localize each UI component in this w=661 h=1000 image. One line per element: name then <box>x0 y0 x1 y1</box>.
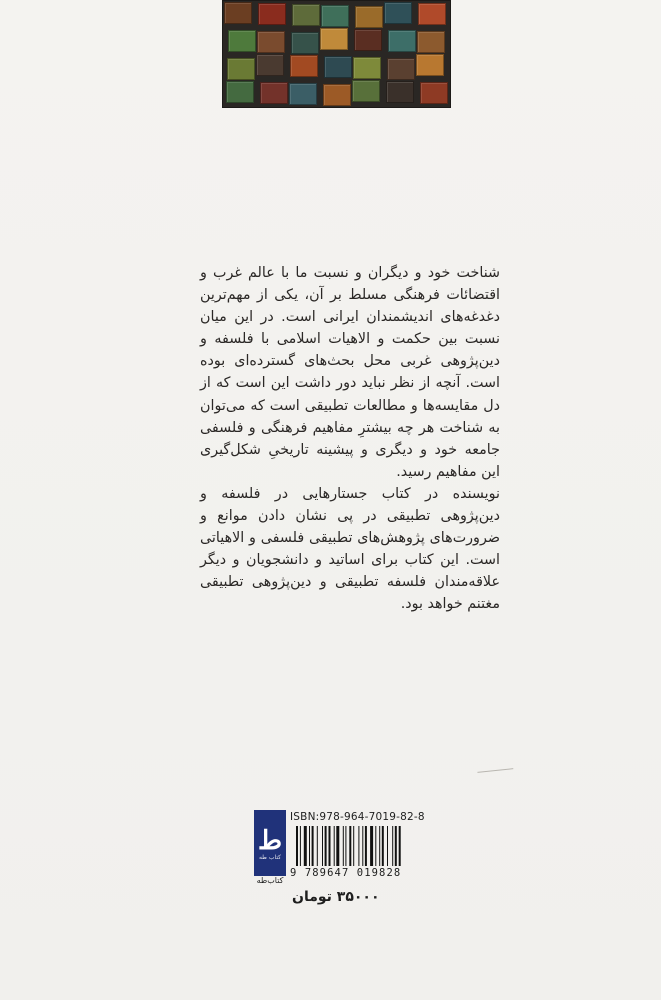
mosaic-tile <box>228 30 256 52</box>
cover-art-image <box>222 0 451 108</box>
mosaic-tile <box>227 58 255 80</box>
mosaic-tile <box>386 81 414 103</box>
barcode-bar <box>379 826 380 866</box>
mosaic-tile <box>355 6 383 28</box>
mosaic-tile <box>352 80 380 102</box>
barcode-bar <box>329 826 331 866</box>
mosaic-tile <box>258 3 286 25</box>
barcode-bar <box>382 826 384 866</box>
publisher-logo <box>254 810 286 876</box>
mosaic-tile <box>292 4 320 26</box>
barcode <box>294 826 444 866</box>
barcode-bar <box>353 826 354 866</box>
barcode-bar <box>300 826 301 866</box>
barcode-bar <box>322 826 323 866</box>
barcode-bar <box>370 826 373 866</box>
mosaic-tile <box>321 5 349 27</box>
mosaic-tile <box>418 3 446 25</box>
barcode-bar <box>336 826 339 866</box>
mosaic-tile <box>417 31 445 53</box>
barcode-bar <box>365 826 367 866</box>
barcode-digits: 9 789647 019828 <box>290 867 402 879</box>
mosaic-tile <box>324 56 352 78</box>
mosaic-tile <box>323 84 351 106</box>
barcode-bar <box>317 826 318 866</box>
barcode-bar <box>345 826 346 866</box>
barcode-bar <box>395 826 397 866</box>
mosaic-tile <box>354 29 382 51</box>
mosaic-tile <box>353 57 381 79</box>
mosaic-tile <box>384 2 412 24</box>
barcode-bar <box>296 826 298 866</box>
barcode-bar <box>358 826 359 866</box>
barcode-bar <box>399 826 401 866</box>
publisher-logo-caption: کتاب طه <box>258 853 282 861</box>
mosaic-tile <box>420 82 448 104</box>
publisher-logo-glyph: ط <box>257 825 283 856</box>
blurb-paragraph-2: نویسنده در کتاب جستارهایی در فلسفه و دین‌پژوهی تطبیقی در پی نشان دادن موانع و ضرورت‌های پژوهش‌های تطبیقی فلسفی و الاهیاتی است. این کتاب برای اساتید و دانشجویان و دیگر علاقه‌مندان فلسفه تطبیقی و دین‌پژوهی تطبیقی مغتنم خواهد بود. <box>200 485 500 613</box>
back-cover-blurb <box>200 262 500 616</box>
mosaic-tile <box>260 82 288 104</box>
mosaic-tile <box>226 81 254 103</box>
mosaic-tile <box>290 55 318 77</box>
barcode-bar <box>349 826 351 866</box>
pencil-mark <box>477 768 514 785</box>
barcode-bar <box>362 826 363 866</box>
mosaic-tile <box>388 30 416 52</box>
barcode-bar <box>312 826 314 866</box>
barcode-bar <box>325 826 327 866</box>
mosaic-tile <box>257 31 285 53</box>
mosaic-tile <box>289 83 317 105</box>
barcode-bar <box>304 826 307 866</box>
blurb-paragraph-1: شناخت خود و دیگران و نسبت ما با عالم غرب و اقتضائات فرهنگی مسلط بر آن، یکی از مهم‌ترین دغدغه‌های اندیشمندان ایرانی است. در این میان نسبت بین حکمت و الاهیات اسلامی با فلسفه و دین‌پژوهی غربی محل بحث‌های گسترده‌ای بوده است. آنچه از نظر نباید دور داشت این است که از دل مقایسه‌ها و مطالعات تطبیقی است که می‌توان به شناخت هر چه بیشترِ مفاهیم فرهنگی و فلسفی جامعه خود و دیگری و پیشینه تاریخیِ شکل‌گیری این مفاهیم رسید. <box>200 265 500 480</box>
barcode-bar <box>343 826 344 866</box>
mosaic-tile <box>291 32 319 54</box>
price-label: ۳۵۰۰۰ تومان <box>292 889 380 905</box>
mosaic-tile <box>256 54 284 76</box>
barcode-bar <box>392 826 393 866</box>
barcode-bar <box>387 826 388 866</box>
isbn-label: ISBN:978-964-7019-82-8 <box>290 811 425 823</box>
barcode-bar <box>375 826 376 866</box>
publisher-name: کتاب‌طه <box>256 876 284 885</box>
mosaic-tile <box>387 58 415 80</box>
mosaic-tile <box>224 2 252 24</box>
barcode-bar <box>334 826 335 866</box>
mosaic-tile <box>416 54 444 76</box>
mosaic-tile <box>320 28 348 50</box>
barcode-bar <box>309 826 310 866</box>
